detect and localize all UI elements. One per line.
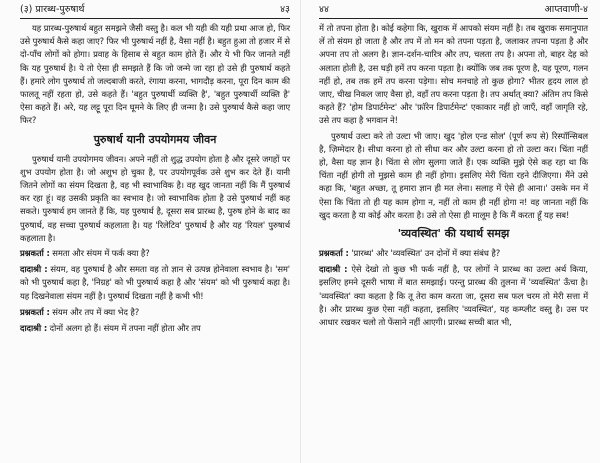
header-rule [20, 18, 290, 19]
answer-text: संयम, वह पुरुषार्थ है और समता वह तो ज्ञान से उत्पन्न होनेवाला स्वभाव है। 'सम' को भी पुरुषार्थ कहा है, 'निग्रह' को भी पुरुषार्थ कहा है और 'संयम' को भी पुरुषार्थ कहा है। यह दिखनेवाला संयम नहीं है। पुरुषार्थ दिखता नहीं है कभी भी! [20, 264, 290, 301]
body-paragraph: पुरुषार्थ उल्टा करे तो उल्टा भी जाए। खुद 'होल एन्ड सोल' (पूर्ण रूप से) रिस्पॉन्सिबल है, ज़िम्मेदार है। सीधा करना हो तो सीधा कर और उल्टा करना हो तो उल्टा कर। चिंता नहीं हो, वैसा यह ज्ञान है। चिंता से लोग सुलगा जाते हैं। एक व्यक्ति मुझे ऐसे कह रहा था कि चिंता नहीं होगी तो मुझसे काम ही नहीं होगा। इसलिए मेरी चिंता रहने दीजिएगा। मैंने उसे कहा कि, 'बहुत अच्छा, तू हमारा ज्ञान ही मत लेना। सलाह में ऐसे ही आना।' उसके मन में ऐसा कि चिंता तो ही यह काम होगा न, नहीं तो काम ही नहीं होगा न! वह जानता नहीं कि खुद करता है या कोई और करता है। उसे तो ऐसा ही मालूम है कि मैं करता हूँ यह सब! [319, 130, 588, 220]
header-rule [319, 18, 588, 19]
body-paragraph: पुरुषार्थ यानी उपयोगमय जीवन। अपने नहीं तो शुद्ध उपयोग होता है और दूसरे जगहों पर शुभ उपयोग होता है। जो अशुभ हो चुका है, पर उपयोगपूर्वक उसे शुभ कर देते हैं। यानी जितने लोगों का संयम दिखता है, वह भी स्वाभाविक है। वह खुद जानता नहीं कि मैं पुरुषार्थ कर रहा हूं। वह उसकी प्रकृति का स्वभाव है। जो स्वाभाविक होता है उसे पुरुषार्थ नहीं कह सकते। पुरुषार्थ हम जानते हैं कि, यह पुरुषार्थ है, दूसरा सब प्रारब्ध है, पुरुष होने के बाद का पुरुषार्थ, वह सच्चा पुरुषार्थ कहलाता है। यह 'रिलेटिव' पुरुषार्थ है और यह 'रियल' पुरुषार्थ कहलाता है। [20, 153, 290, 243]
speaker-label: दादाश्री : [20, 264, 48, 275]
question [20, 247, 290, 260]
answer [20, 322, 290, 335]
body-paragraph: में तो तपना होता है। कोई कहेगा कि, खुराक में आपको संयम नहीं है। तब खुराक समानुपात लें तो संयम हो जाता है और तप में तो मन को तपना पड़ता है, जलाकर तपना पड़ता है और अपना तप तो अलग है। ज्ञान-दर्शन-चारित्र और तप, चलता तप है। अपना तो, बाहर देह को अलाता होती है, उस घड़ी हमें तप करना पड़ता है। क्योंकि जब तक पूरण है, यह पूरण, गलन नहीं हो, तब तक हमें तप करना पड़ेगा। सोच मनचाहे तो कुछ होगा? भीतर हृदय लाल हो जाए, चीख निकल जाए वैसा हो, वहाँ तप करना पड़ता है। तप अर्थात् क्या? अंतिम तप किसे कहते हैं? 'होम डिपार्टमेन्ट' और 'फ़ॉरेन डिपार्टमेन्ट' एकाकार नहीं हो जाएँ, वहाँ जागृति रहे, उसे तप कहा है भगवान ने! [319, 23, 588, 126]
question-text: 'प्रारब्ध' और 'व्यवस्थित' उन दोनों में क्या संबंध है? [351, 248, 501, 259]
speaker-label: दादाश्री : [319, 264, 348, 275]
chapter-title: (३) प्रारब्ध-पुरुषार्थ [20, 4, 85, 15]
question-text: समता और संयम में फर्क क्या है? [52, 248, 150, 259]
question-text: संयम और तप में क्या भेद है? [52, 306, 140, 317]
left-page-header [20, 3, 290, 17]
speaker-label: प्रश्नकर्ता : [20, 306, 50, 317]
section-heading: पुरुषार्थ यानी उपयोगमय जीवन [93, 132, 217, 146]
question [319, 247, 588, 260]
answer [319, 263, 588, 329]
right-page [300, 0, 600, 463]
speaker-label: प्रश्नकर्ता : [319, 248, 349, 259]
speaker-label: प्रश्नकर्ता : [20, 248, 50, 259]
speaker-label: दादाश्री : [20, 323, 48, 334]
body-paragraph: यह प्रारब्ध-पुरुषार्थ बहुत समझने जैसी वस्तु है। कल भी यही की यही प्रथा आज हो, फिर उसे पुरुषार्थ कैसे कहा जाए? फिर भी पुरुषार्थ नहीं है, वैसा नहीं है। बहुत हुआ तो हजार में से दो-पाँच लोगों को होगा। प्रवाह के हिसाब से बहुत काम होते हैं। और ये भी फिर जानते नहीं कि यह पुरुषार्थ है। ये तो ऐसा ही समझते हैं कि जो जन्मे जा रहा हो उसे ही पुरुषार्थ कहते हैं। हमारे लोग पुरुषार्थ तो जल्दबाजी करते, रंगाया करना, भागदौड़ करना, पूरा दिन काम की फालतू नहीं रहता हो, उसे कहते हैं। 'बहुत पुरुषार्थी व्यक्ति है', 'बहुत पुरुषार्थी व्यक्ति है' ऐसा कहते हैं। अरे, यह लट्टू पूरा दिन घूमने के लिए ही जन्मा है। उसे पुरुषार्थ कैसे कहा जाए फिर? [20, 23, 290, 126]
question [20, 306, 290, 319]
answer-text: ऐसे देखो तो कुछ भी फर्क नहीं है, पर लोगों ने प्रारब्ध का उल्टा अर्थ किया, इसलिए हमने दूसरी भाषा में बात समझाई। परन्तु प्रारब्ध की तुलना में 'व्यवस्थित' ऊँचा है। 'व्यवस्थित' क्या कहता है कि तू तेरा काम करता जा, दूसरा सब फल चरम तो मेरी सत्ता में है। और प्रारब्ध कुछ ऐसा नहीं कहता, इसलिए 'व्यवस्थित', यह कम्प्लीट वस्तु है। उस पर आधार रखकर चलो तो फेंसाने नहीं आएगी। प्रारब्ध सच्ची बात भी, [319, 264, 588, 328]
book-title: आप्तवाणी-४ [544, 4, 588, 15]
page-number: ४४ [319, 4, 329, 15]
section-heading: 'व्यवस्थित' की यथार्थ समझ [397, 227, 510, 241]
page-number: ४३ [280, 4, 290, 15]
right-page-header [319, 3, 588, 17]
answer-text: दोनों अलग हो हैं। संयम में तपना नहीं होता और तप [49, 323, 201, 334]
answer [20, 263, 290, 303]
